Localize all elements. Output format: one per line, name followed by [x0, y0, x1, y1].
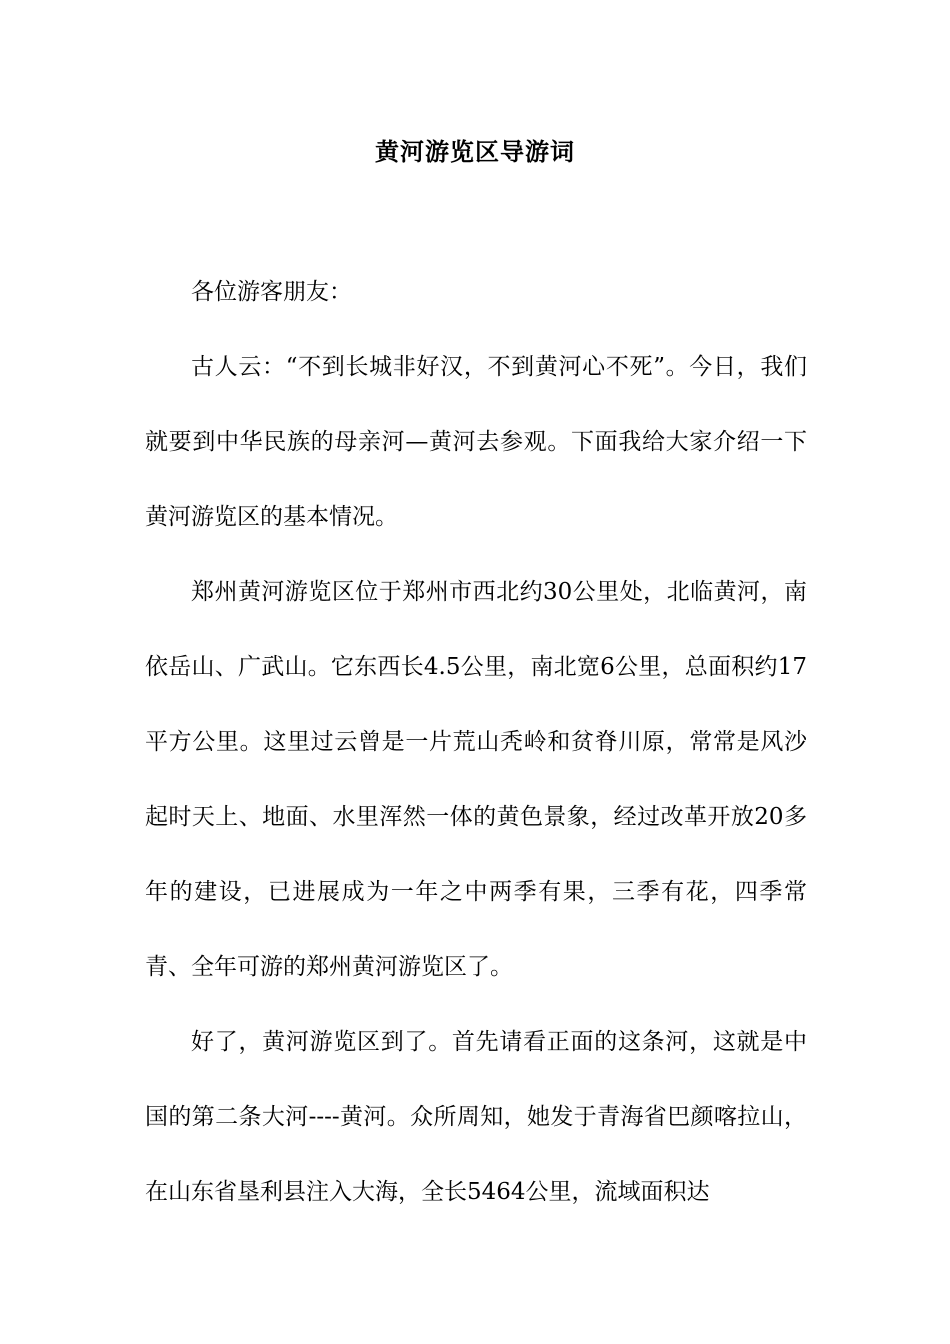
document-body	[145, 255, 807, 1230]
paragraph-yellow-river: 好了，黄河游览区到了。首先请看正面的这条河，这就是中国的第二条大河----黄河。众所周知，她发于青海省巴颜喀拉山，在山东省垦利县注入大海，全长5464公里，流域面积达	[145, 1029, 807, 1205]
paragraph-greeting: 各位游客朋友：	[191, 279, 352, 305]
paragraph-overview: 郑州黄河游览区位于郑州市西北约30公里处，北临黄河，南依岳山、广武山。它东西长4.5公里，南北宽6公里，总面积约17平方公里。这里过云曾是一片荒山秃岭和贫脊川原，常常是风沙起时天上、地面、水里浑然一体的黄色景象，经过改革开放20多年的建设，已进展成为一年之中两季有果，三季有花，四季常青、全年可游的郑州黄河游览区了。	[145, 579, 807, 980]
document-title: 黄河游览区导游词	[375, 137, 575, 166]
paragraph-intro: 古人云：“不到长城非好汉，不到黄河心不死”。今日，我们就要到中华民族的母亲河—黄河去参观。下面我给大家介绍一下黄河游览区的基本情况。	[145, 354, 807, 530]
